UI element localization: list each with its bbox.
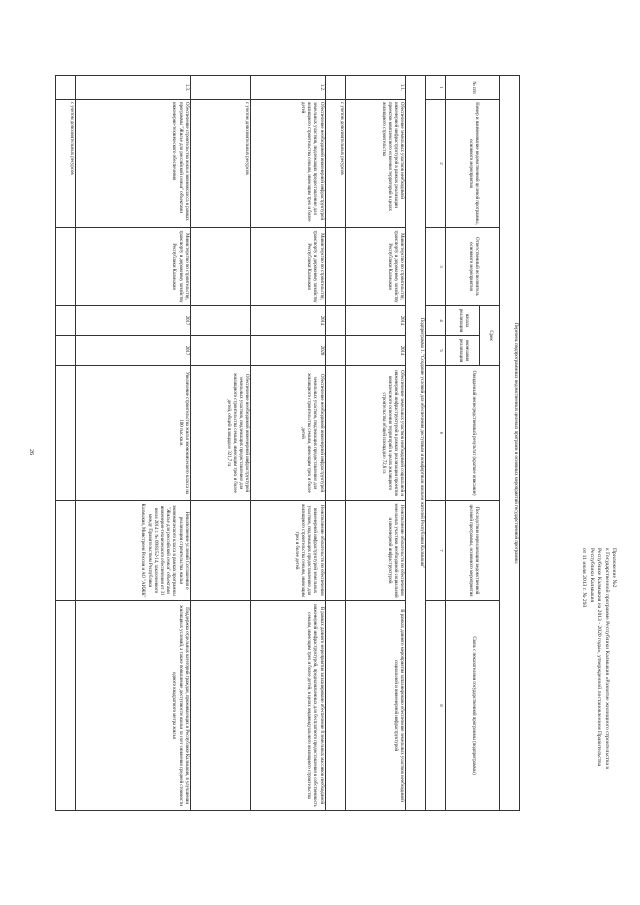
table-row-extra bbox=[56, 76, 76, 811]
header-term-start: начала реализации bbox=[446, 306, 480, 336]
row-name: Обеспечение необходимой инженерной инфраструктурой земельных участков, подлежащих предоставлению для жилищного строительства семьям, имеющим трех и более детей bbox=[251, 100, 325, 228]
row-extra-label: с учетом дополнительных ресурсов bbox=[190, 100, 251, 228]
col-number: 6 bbox=[426, 366, 446, 501]
row-executor: Министерство по строительству, транспорту и дорожному хозяйству Республики Калмыкия bbox=[76, 228, 191, 306]
row-start: 2014 bbox=[251, 306, 325, 336]
appendix-line: Республики Калмыкия bbox=[588, 548, 595, 603]
table-row-extra bbox=[325, 76, 345, 811]
header-relation: Связь с показателями государственной программы (подпрограммы) bbox=[446, 601, 500, 811]
row-relation: Поддержка отдельных категорий граждан, проживающих в Республике Калмыкия, в улучшении жилищных условий, а также повышение доступности жилья за счет снижения средней стоимости одного квадратного метра жилья bbox=[76, 601, 191, 811]
row-num: 1.2. bbox=[251, 76, 325, 100]
table-row-extra bbox=[190, 76, 251, 811]
row-executor: Министерство по строительству, транспорту и дорожному хозяйству Республики Калмыкия bbox=[345, 228, 406, 306]
col-number: 3 bbox=[426, 228, 446, 306]
header-term-end: окончания реализации bbox=[446, 336, 480, 366]
row-num: 1.3. bbox=[76, 76, 191, 100]
subprogram-title: Подпрограмма 1. "Создание условий для обеспечения доступным и комфортным жильем жителей Республики Калмыкия" bbox=[406, 76, 426, 811]
row-consequences: Неисполнение обязательств по обеспечению инженерной инфраструктурой земельных участков, подлежащих предоставлению для жилищного строительства семьям, имеющим трех и более детей bbox=[251, 501, 325, 601]
programs-table bbox=[55, 75, 520, 811]
row-start: 2014 bbox=[345, 306, 406, 336]
row-name: Обеспечение строительства жилья экономкласса в рамках программы "Жилье для российской семьи" объектами инженерно-технического обеспечения bbox=[76, 100, 191, 228]
col-number: 1 bbox=[426, 76, 446, 100]
col-number: 7 bbox=[426, 501, 446, 601]
row-relation: В рамках данного мероприятия запланировано обеспечение 8 земельных массивов необходимой инженерной инфраструктурой, предназначенных для бесплатного предоставления в собственность семьям, имеющим трех и более детей, в целях индивидуального жилищного строительства bbox=[251, 601, 325, 811]
appendix-line: от 11 июля 2013 г. № 293 bbox=[581, 548, 588, 608]
appendix-line: Приложение №2 bbox=[611, 548, 617, 588]
col-number: 8 bbox=[426, 601, 446, 811]
row-end: 2017 bbox=[76, 336, 191, 366]
col-number: 4 bbox=[426, 306, 446, 336]
row-extra-label: с учетом дополнительных ресурсов bbox=[325, 100, 345, 228]
row-result-extra: Обеспечение необходимой инженерной инфраструктурой земельных участков, подлежащих предоставлению для жилищного строительства семьям, имеющим трех и более детей, общей площадью 321,7 га bbox=[190, 366, 251, 501]
page-number: 26 bbox=[28, 449, 34, 455]
row-result: Обеспечение необходимой инженерной инфраструктурой земельных участков, подлежащих предоставлению для жилищного строительства семьям, имеющим трех и более детей bbox=[251, 366, 325, 501]
header-consequences: Последствия нереализации ведомственной целевой программы, основного мероприятия bbox=[446, 501, 500, 601]
appendix-line: к Государственной программе Республики Калмыкия «Развитие жилищного строительства в bbox=[603, 548, 610, 770]
table-row bbox=[251, 76, 325, 811]
table-title: Перечень подпрограммных ведомственных целевых программ и основных мероприятий государственной программы bbox=[499, 76, 519, 811]
header-name: Номер и наименование ведомственной целевой программы, основного мероприятия bbox=[446, 100, 500, 228]
row-start: 2017 bbox=[76, 306, 191, 336]
header-executor: Ответственный исполнитель основного мероприятия bbox=[446, 228, 500, 306]
table-row bbox=[76, 76, 191, 811]
row-end: 2014 bbox=[345, 336, 406, 366]
header-term: Срок bbox=[479, 306, 499, 366]
row-result: Обеспечение земельных участков необходимой социальной и инженерной инфраструктурой в рамках реализации проектов комплексного освоения территорий в целях жилищного строительства общей площадью 72,8 га bbox=[345, 366, 406, 501]
rotated-page-content bbox=[55, 75, 620, 810]
row-relation: В рамках данного мероприятия запланировано обеспечение земельных участков необходимой социальной и инженерной инфраструктурой bbox=[345, 601, 406, 811]
row-end: 2020 bbox=[251, 336, 325, 366]
table-row bbox=[345, 76, 406, 811]
row-consequences: Невыполнение условий Соглашения о реализации строительства жилья экономического класса в рамках программы "Жилье для российской семьи" объектами инженерно-технического обеспечения от 31 июля 2014 г. № 09/8152-14, заключенного между Правительством Республики Калмыкия, Минстроем России и АО "АИЖК" bbox=[76, 501, 191, 601]
row-extra-label: с учетом дополнительных ресурсов bbox=[56, 100, 76, 228]
header-result: Ожидаемый непосредственный результат (краткое описание) bbox=[446, 366, 500, 501]
col-number: 2 bbox=[426, 100, 446, 228]
header-num: № п/п bbox=[446, 76, 500, 100]
row-result: Увеличение строительства жилья экономического класса на 100 тыс.кв.м. bbox=[76, 366, 191, 501]
row-executor: Министерство по строительству, транспорту и дорожному хозяйству Республики Калмыкия bbox=[251, 228, 325, 306]
row-name: Обеспечение земельных участков необходимой инженерной инфраструктурой в рамках реализации проектов комплексного освоения территорий в целях жилищного строительства bbox=[345, 100, 406, 228]
row-num: 1.1. bbox=[345, 76, 406, 100]
appendix-header bbox=[580, 548, 617, 806]
row-consequences: Неисполнение обязательств по обеспечению земельных участков необходимой социальной и инженерной инфраструктурой bbox=[345, 501, 406, 601]
appendix-line: Республике Калмыкия на 2013 - 2020 годы», утвержденной постановлением Правительства bbox=[596, 548, 603, 767]
col-number: 5 bbox=[426, 336, 446, 366]
